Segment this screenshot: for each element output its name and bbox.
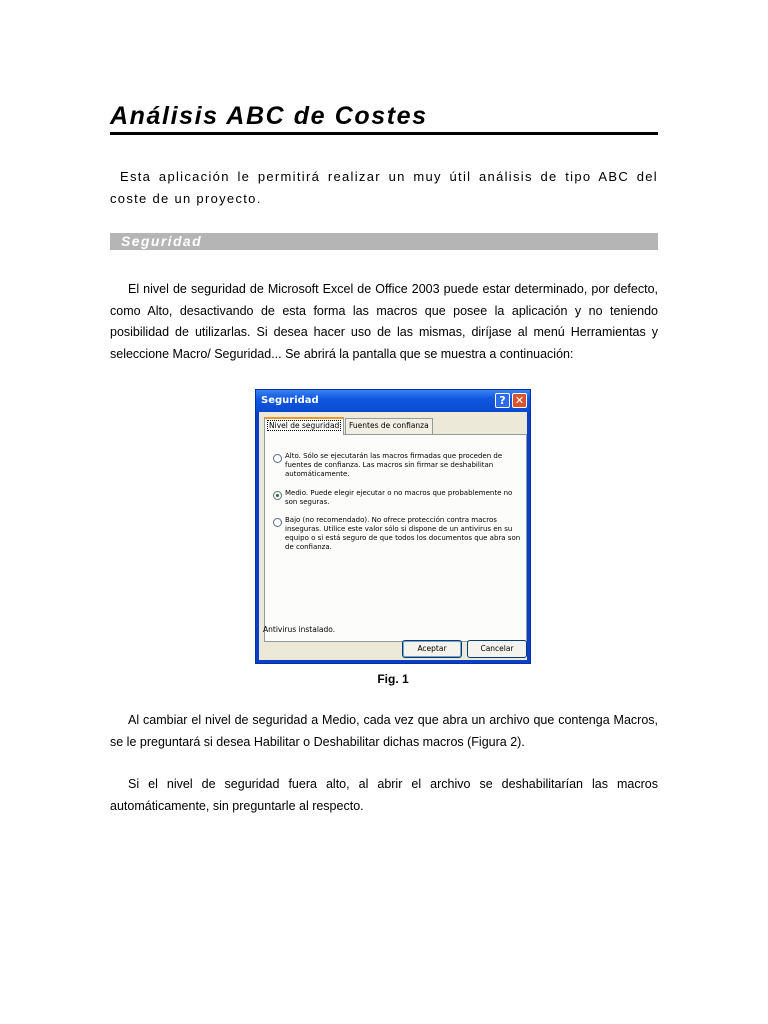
option-medium-text: Medio. Puede elegir ejecutar o no macros que probablemente no son seguras. [285,489,513,506]
option-high-text: Alto. Sólo se ejecutarán las macros firmadas que proceden de fuentes de confianza. Las macros sin firmar se deshabilitan automáticamente. [285,452,503,478]
section-heading-bar [110,233,658,250]
antivirus-status: Antivirus instalado. [263,625,336,634]
ok-button[interactable]: Aceptar [402,640,462,658]
tab-security-level[interactable] [264,417,344,435]
close-icon[interactable]: ✕ [512,393,527,408]
body-paragraph-3: Si el nivel de seguridad fuera alto, al abrir el archivo se deshabilitarían las macros automáticamente, sin preguntarle al respecto. [110,777,658,813]
section-heading: Seguridad [121,233,203,249]
intro-paragraph: Esta aplicación le permitirá realizar un muy útil análisis de tipo ABC del coste de un proyecto. [110,169,658,206]
body-paragraph-2: Al cambiar el nivel de seguridad a Medio, cada vez que abra un archivo que contenga Macros, se le preguntará si desea Habilitar o Deshabilitar dichas macros (Figura 2). [110,713,658,749]
tab-trusted-sources[interactable] [345,418,433,434]
figure-caption: Fig. 1 [377,672,409,686]
help-icon[interactable]: ? [495,393,510,408]
dialog-title-bar [256,390,530,412]
dialog-title: Seguridad [261,395,319,406]
radio-low[interactable] [273,518,282,527]
radio-high[interactable] [273,454,282,463]
radio-medium[interactable] [273,491,282,500]
security-dialog-screenshot [255,389,531,664]
tab-label: Fuentes de confianza [349,421,429,430]
title-rule [110,132,658,135]
radio-selected-dot [276,494,279,497]
body-paragraph-1: El nivel de seguridad de Microsoft Excel de Office 2003 puede estar determinado, por defecto, como Alto, desactivando de esta forma las macros que posee la aplicación y no teniendo posibilidad de utilizarlas. Si desea hacer uso de las mismas, diríjase al menú Herramientas y seleccione Macro/ Seguridad... Se abrirá la pantalla que se muestra a continuación: [110,282,658,361]
dialog-body [259,412,527,660]
option-low-text: Bajo (no recomendado). No ofrece protección contra macros inseguras. Utilice este valor sólo si dispone de un antivirus en su equipo o si está seguro de que todos los documentos que abra son de confianza. [285,516,521,551]
tab-label: Nivel de seguridad [269,421,340,430]
page-title: Análisis ABC de Costes [110,102,428,130]
cancel-button[interactable]: Cancelar [467,640,527,658]
security-level-panel [264,434,527,642]
